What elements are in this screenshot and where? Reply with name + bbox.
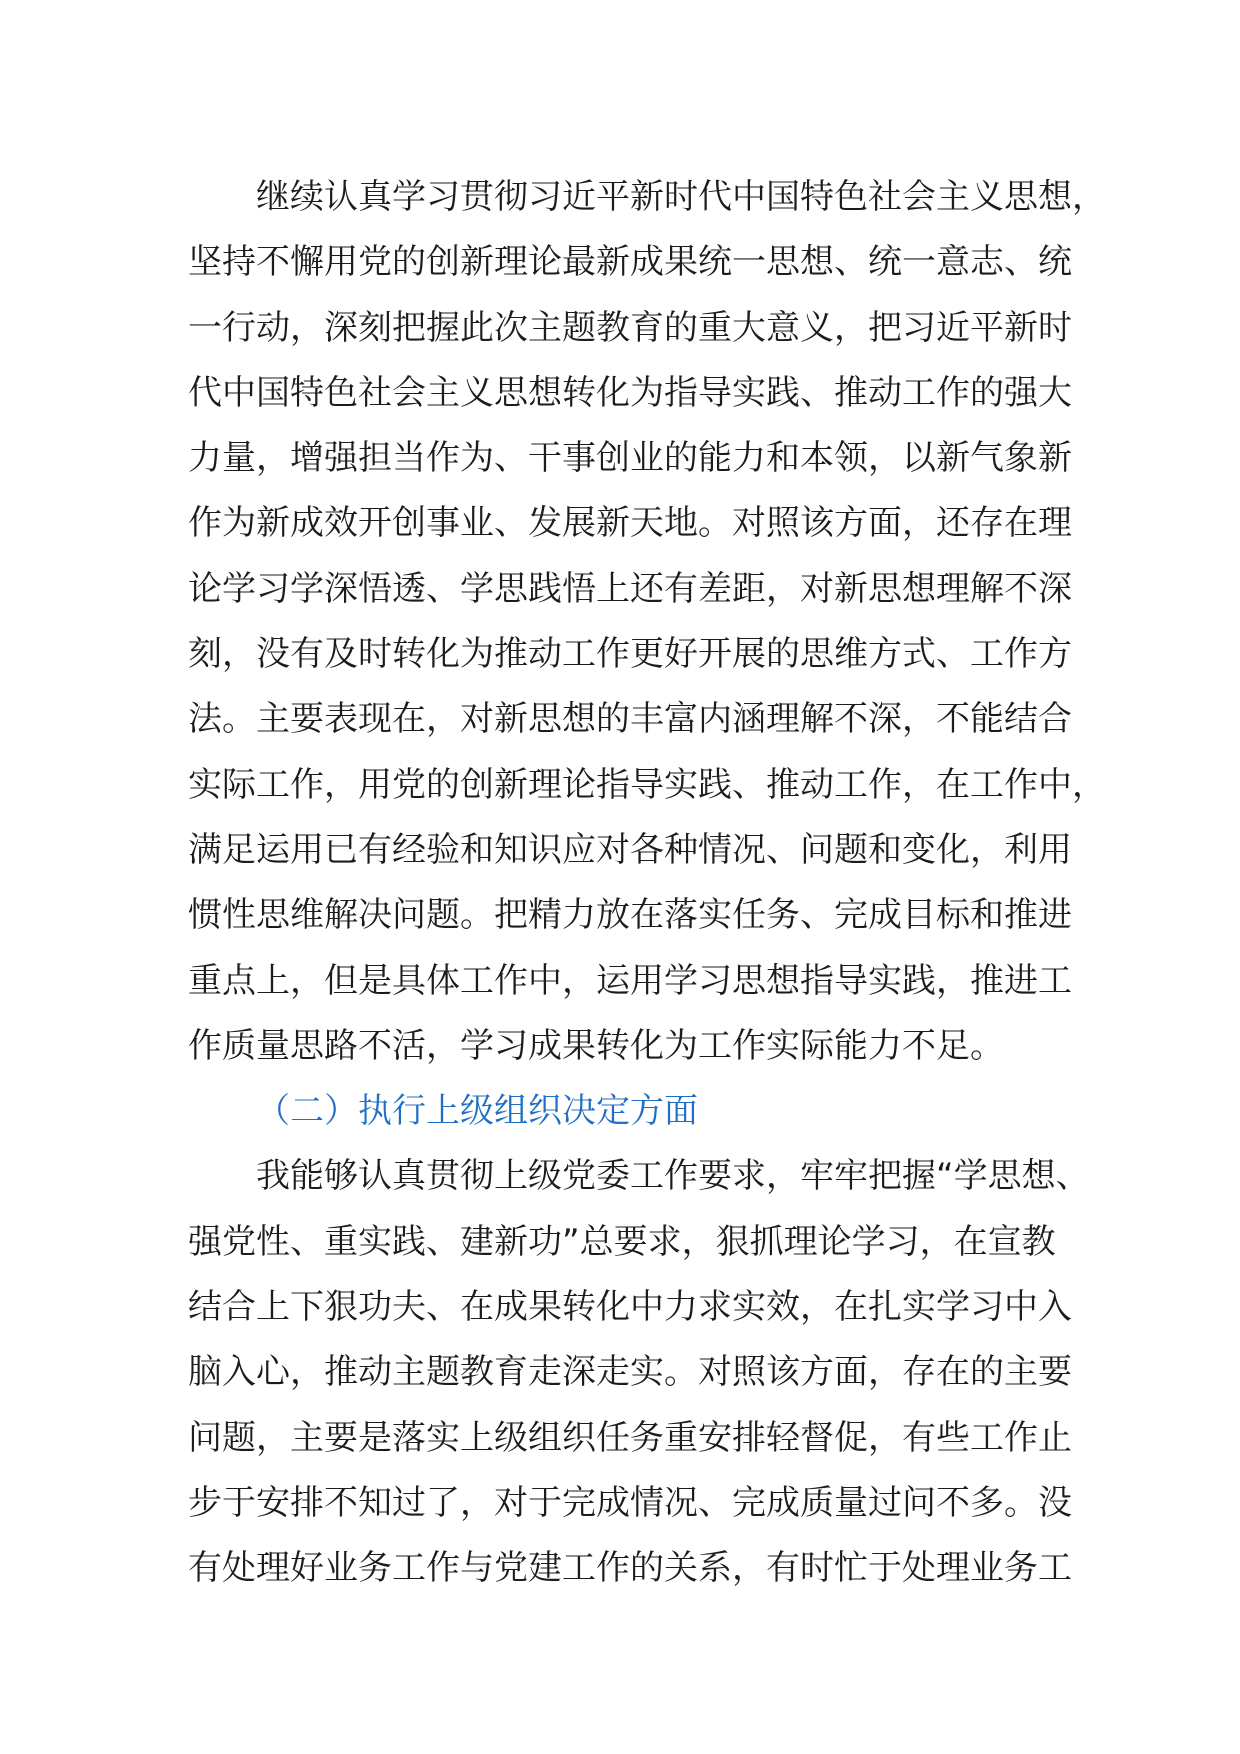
paragraph-line: 论学习学深悟透、学思践悟上还有差距，对新思想理解不深: [188, 568, 1072, 609]
paragraph-line: 作为新成效开创事业、发展新天地。对照该方面，还存在理: [188, 503, 1072, 544]
paragraph-line: 结合上下狠功夫、在成果转化中力求实效，在扎实学习中入: [188, 1287, 1072, 1328]
paragraph-line: 法。主要表现在，对新思想的丰富内涵理解不深，不能结合: [188, 699, 1072, 740]
paragraph-line: 惯性思维解决问题。把精力放在落实任务、完成目标和推进: [188, 895, 1072, 936]
paragraph-line: 步于安排不知过了，对于完成情况、完成质量过问不多。没: [188, 1482, 1072, 1523]
document-body: [188, 165, 1106, 1602]
paragraph-line: 继续认真学习贯彻习近平新时代中国特色社会主义思想，: [256, 177, 1106, 217]
paragraph-line: 坚持不懈用党的创新理论最新成果统一思想、统一意志、统: [188, 242, 1072, 283]
paragraph-line: 重点上，但是具体工作中，运用学习思想指导实践，推进工: [188, 960, 1072, 1001]
paragraph-line: 强党性、重实践、建新功”总要求，狠抓理论学习，在宣教: [188, 1221, 1056, 1262]
paragraph-line: 有处理好业务工作与党建工作的关系，有时忙于处理业务工: [188, 1548, 1072, 1589]
paragraph-line: 实际工作，用党的创新理论指导实践、推动工作，在工作中，: [188, 764, 1106, 805]
paragraph-1: [188, 165, 1106, 1079]
paragraph-line: 代中国特色社会主义思想转化为指导实践、推动工作的强大: [188, 372, 1072, 413]
paragraph-line: 脑入心，推动主题教育走深走实。对照该方面，存在的主要: [188, 1352, 1072, 1393]
paragraph-line: 问题，主要是落实上级组织任务重安排轻督促，有些工作止: [188, 1417, 1072, 1458]
paragraph-line: 一行动，深刻把握此次主题教育的重大意义，把习近平新时: [188, 307, 1072, 348]
paragraph-line: 满足运用已有经验和知识应对各种情况、问题和变化，利用: [188, 829, 1072, 870]
paragraph-line: 刻，没有及时转化为推动工作更好开展的思维方式、工作方: [188, 634, 1072, 675]
paragraph-2: [188, 1144, 1090, 1601]
paragraph-line: 作质量思路不活，学习成果转化为工作实际能力不足。: [188, 1025, 1004, 1066]
section-heading: （二）执行上级组织决定方面: [256, 1091, 698, 1132]
paragraph-line: 我能够认真贯彻上级党委工作要求，牢牢把握“学思想、: [256, 1156, 1090, 1197]
paragraph-line: 力量，增强担当作为、干事创业的能力和本领，以新气象新: [188, 438, 1072, 479]
